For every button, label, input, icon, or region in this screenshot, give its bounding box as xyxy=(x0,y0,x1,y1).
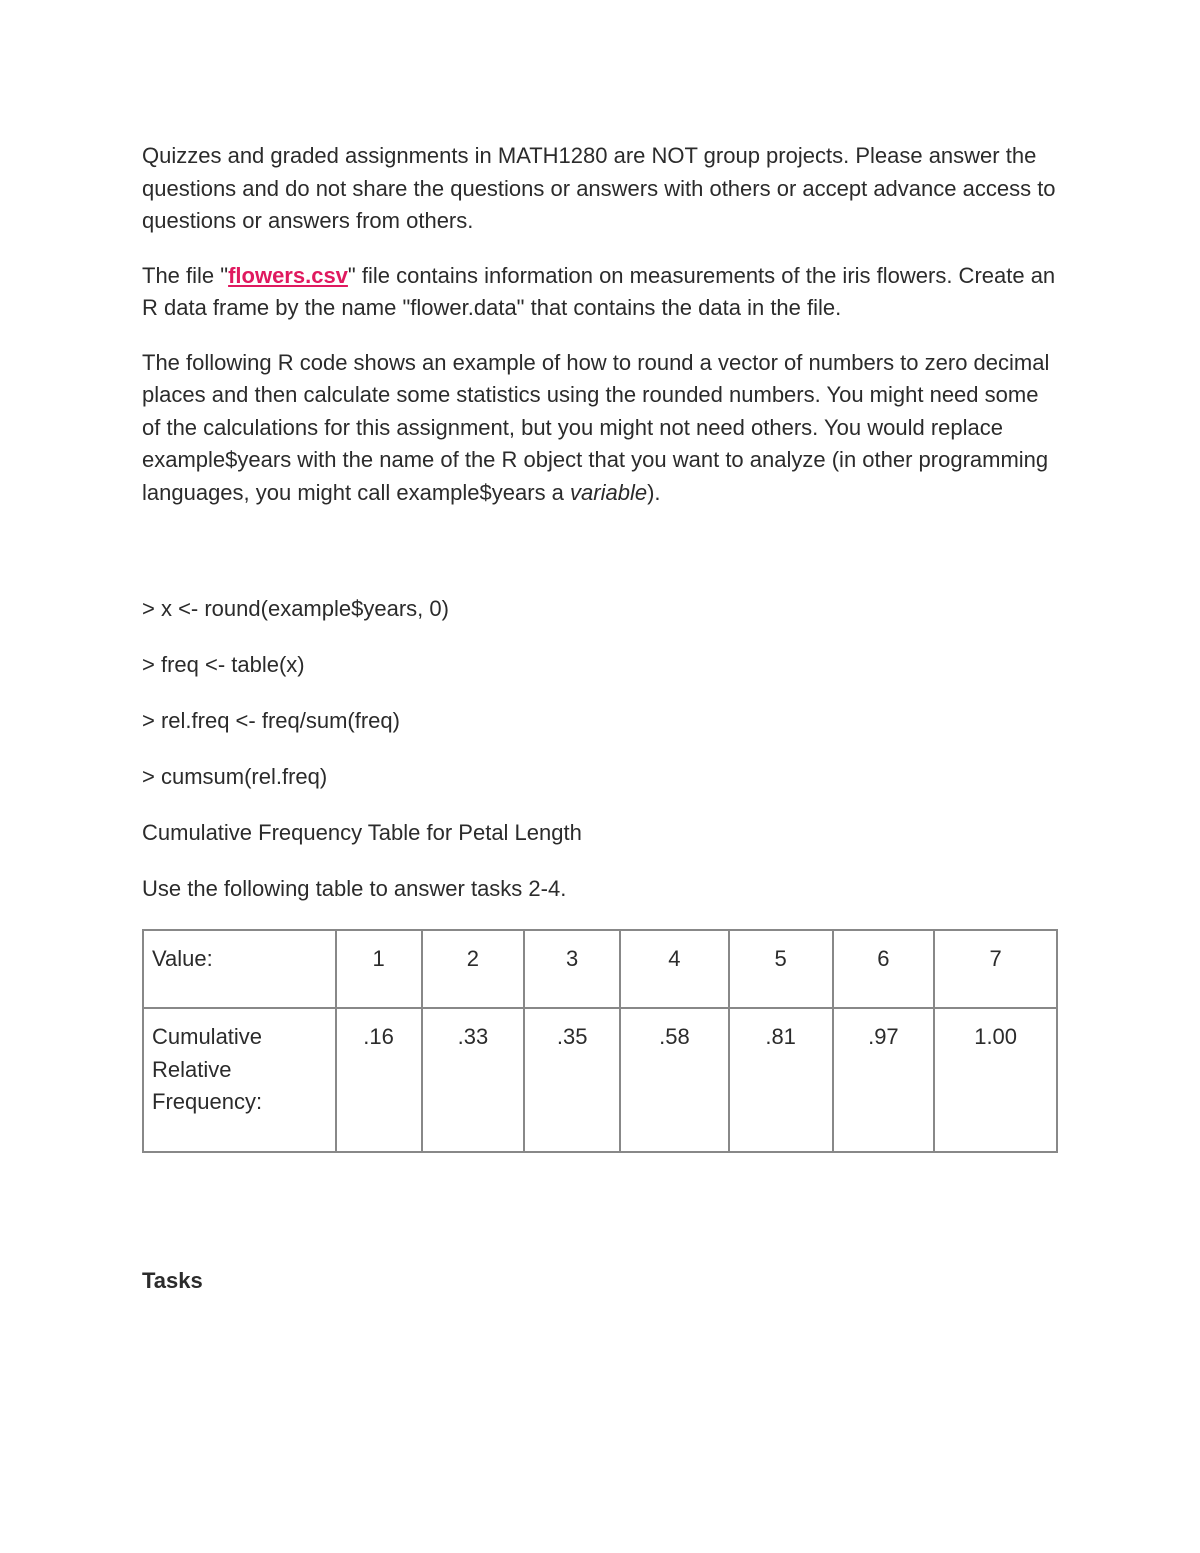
cumulative-cell: .35 xyxy=(524,1008,620,1152)
value-cell: 5 xyxy=(729,930,833,1008)
value-cell: 7 xyxy=(934,930,1057,1008)
row-label-cumulative: Cumulative Relative Frequency: xyxy=(143,1008,336,1152)
variable-term: variable xyxy=(570,479,648,505)
code-line: > rel.freq <- freq/sum(freq) xyxy=(142,708,400,733)
cumulative-row xyxy=(143,1008,1057,1152)
code-line: > freq <- table(x) xyxy=(142,652,305,677)
value-row xyxy=(143,930,1057,1008)
r-code-text: The following R code shows an example of how to round a vector of numbers to zero decimal places and then calculate some statistics using the rounded numbers. You might need some of the calculations for this assignment, but you might not need others. You would replace example$years with the name of the R object that you want to analyze (in other programming languages, you might call example$years a xyxy=(142,349,1050,505)
value-cell: 1 xyxy=(336,930,422,1008)
cumulative-frequency-table xyxy=(142,929,1058,1153)
r-code-example xyxy=(142,593,1062,793)
policy-paragraph: Quizzes and graded assignments in MATH1280 are NOT group projects. Please answer the questions and do not share the questions or answers with others or accept advance access to questions or answers from others. xyxy=(142,143,1056,233)
cumulative-cell: 1.00 xyxy=(934,1008,1057,1152)
file-text-prefix: The file " xyxy=(142,262,229,288)
tasks-heading: Tasks xyxy=(142,1268,203,1293)
table-title: Cumulative Frequency Table for Petal Length xyxy=(142,820,582,845)
code-line: > cumsum(rel.freq) xyxy=(142,764,328,789)
value-cell: 4 xyxy=(620,930,729,1008)
flowers-csv-link[interactable]: flowers.csv xyxy=(228,262,348,288)
value-cell: 3 xyxy=(524,930,620,1008)
code-line: > x <- round(example$years, 0) xyxy=(142,596,449,621)
table-instruction: Use the following table to answer tasks 2-4. xyxy=(142,876,567,901)
r-code-text-end: ). xyxy=(647,479,661,505)
value-cell: 6 xyxy=(833,930,935,1008)
cumulative-cell: .58 xyxy=(620,1008,729,1152)
cumulative-cell: .97 xyxy=(833,1008,935,1152)
row-label-value: Value: xyxy=(143,930,336,1008)
file-paragraph xyxy=(142,260,1062,325)
value-cell: 2 xyxy=(422,930,525,1008)
cumulative-cell: .33 xyxy=(422,1008,525,1152)
file-text-suffix: " file contains information on measurements of the iris flowers. Create an R data frame by the name "flower.data" that contains the data in the file. xyxy=(142,262,1056,320)
cumulative-cell: .81 xyxy=(729,1008,833,1152)
cumulative-cell: .16 xyxy=(336,1008,422,1152)
r-code-paragraph xyxy=(142,347,1062,510)
document-page xyxy=(142,140,1062,1297)
